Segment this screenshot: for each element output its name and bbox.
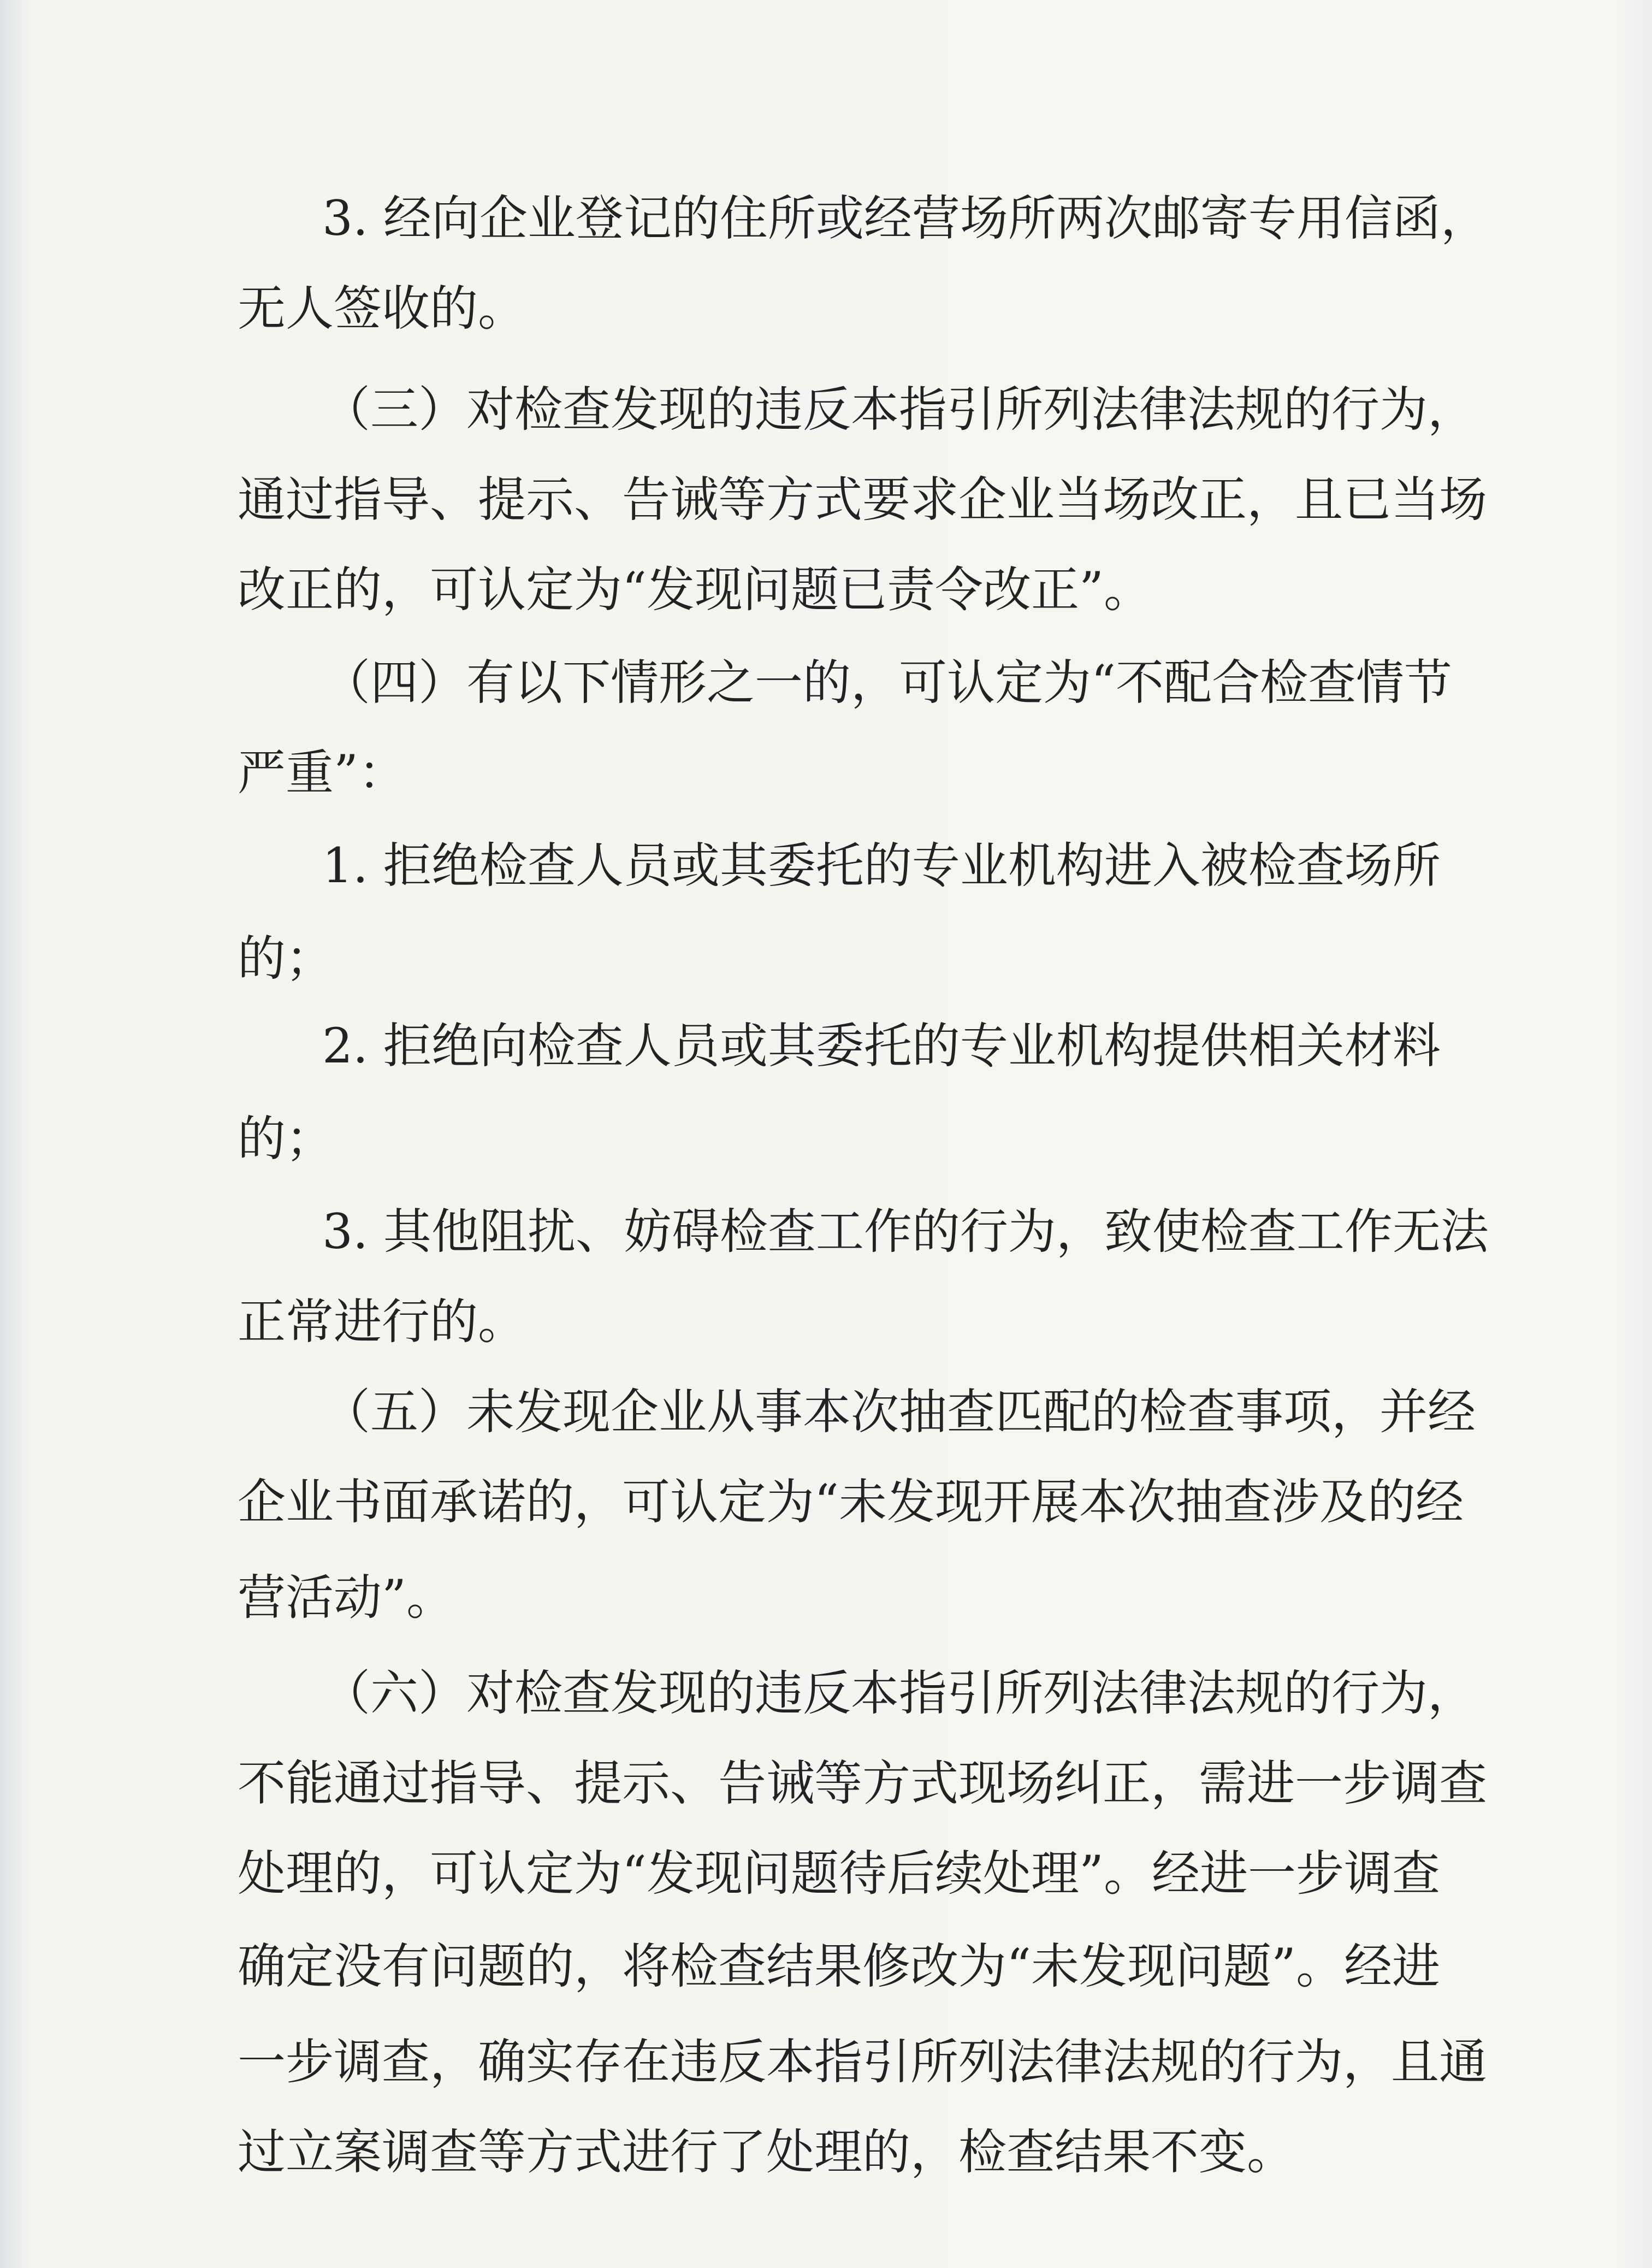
- paragraph-line: 企业书面承诺的，可认定为“未发现开展本次抽查涉及的经: [238, 1474, 1464, 1530]
- paragraph-line: （六）对检查发现的违反本指引所列法律法规的行为，: [322, 1665, 1476, 1721]
- paragraph-line: 营活动”。: [238, 1569, 454, 1626]
- paragraph-line: 无人签收的。: [238, 280, 526, 336]
- paragraph-line: 严重”：: [238, 745, 406, 801]
- paragraph-line: 3. 经向企业登记的住所或经营场所两次邮寄专用信函，: [322, 190, 1489, 246]
- paragraph-line: 正常进行的。: [238, 1294, 526, 1350]
- paragraph-line: 不能通过指导、提示、告诫等方式现场纠正，需进一步调查: [238, 1755, 1488, 1811]
- paragraph-line: 2. 拒绝向检查人员或其委托的专业机构提供相关材料: [322, 1018, 1441, 1074]
- paragraph-line: 过立案调查等方式进行了处理的，检查结果不变。: [238, 2124, 1295, 2180]
- paragraph-line: 的；: [238, 930, 334, 987]
- paragraph-line: （五）未发现企业从事本次抽查匹配的检查事项，并经: [322, 1384, 1476, 1440]
- paragraph-line: 通过指导、提示、告诫等方式要求企业当场改正，且已当场: [238, 471, 1488, 528]
- paragraph-line: 1. 拒绝检查人员或其委托的专业机构进入被检查场所: [322, 837, 1441, 894]
- paragraph-line: 改正的，可认定为“发现问题已责令改正”。: [238, 562, 1152, 618]
- paragraph-line: 3. 其他阻扰、妨碍检查工作的行为，致使检查工作无法: [322, 1203, 1489, 1260]
- paragraph-line: 一步调查，确实存在违反本指引所列法律法规的行为，且通: [238, 2034, 1488, 2090]
- paragraph-line: 的；: [238, 1111, 334, 1167]
- paragraph-line: （四）有以下情形之一的，可认定为“不配合检查情节: [322, 654, 1452, 711]
- paragraph-line: 处理的，可认定为“发现问题待后续处理”。经进一步调查: [238, 1845, 1440, 1901]
- paragraph-line: 确定没有问题的，将检查结果修改为“未发现问题”。经进: [238, 1938, 1440, 1994]
- paragraph-line: （三）对检查发现的违反本指引所列法律法规的行为，: [322, 381, 1476, 438]
